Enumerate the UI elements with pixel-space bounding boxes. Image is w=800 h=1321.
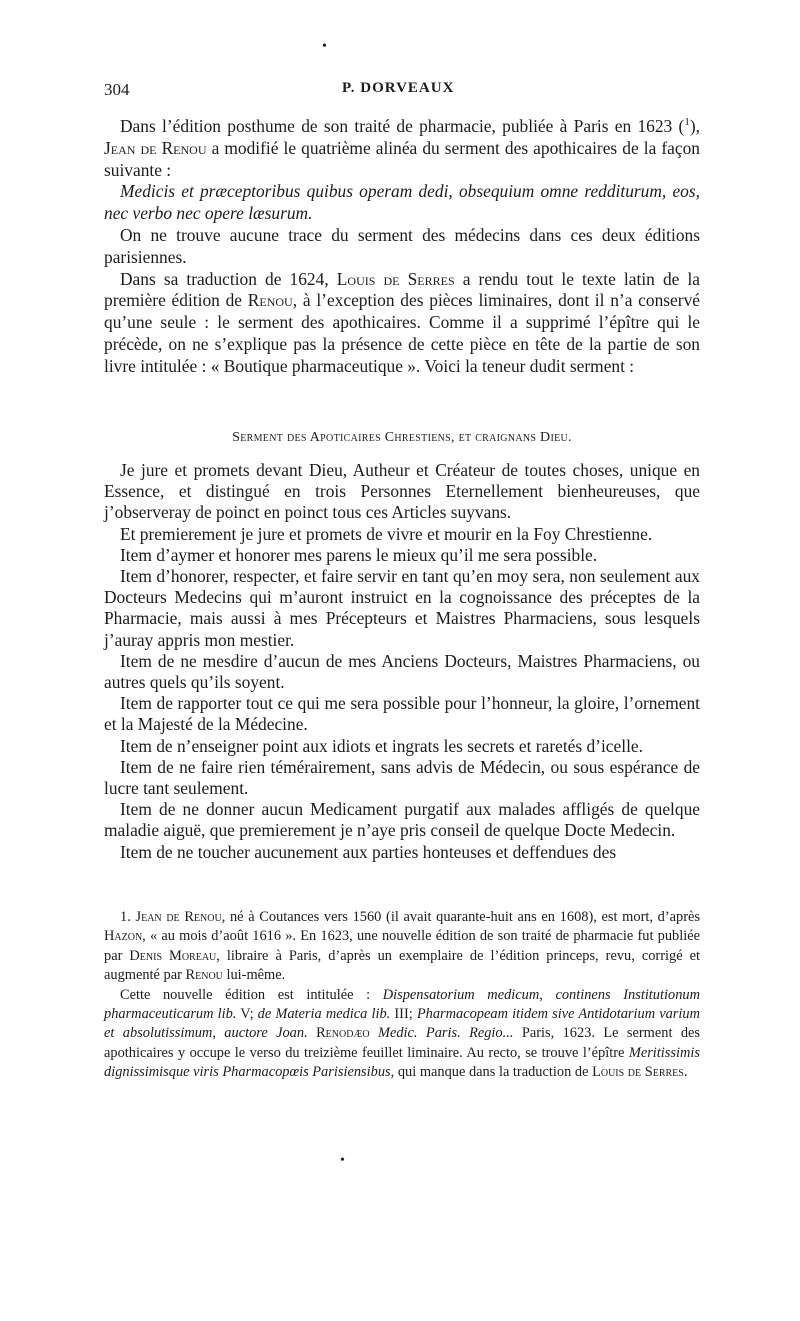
oath-paragraph: Item d’aymer et honorer mes parens le mieux qu’il me sera possible. bbox=[120, 544, 598, 565]
oath-paragraph: Et premierement je jure et promets de vivre et mourir en la Foy Chrestienne. bbox=[120, 523, 653, 544]
text-span: , libraire à Paris, d’après un exemplaire de l’édition princeps, revu, corrigé et augmenté par bbox=[104, 947, 700, 984]
book-title: Dispensatorium medicum, continens Institutionum pharmaceuticarum lib. bbox=[104, 986, 700, 1023]
latin-quotation bbox=[104, 181, 700, 225]
intro-text bbox=[104, 116, 700, 378]
text-span: , qui manque dans la traduction de bbox=[390, 1064, 593, 1081]
latin-text: Medicis et præceptoribus quibus operam dedi, obsequium omne redditurum, eos, nec verbo nec opere læsurum. bbox=[104, 181, 700, 224]
text-span: . bbox=[683, 1064, 688, 1081]
text-span: a modifié le quatrième alinéa du serment des apothicaires de la façon suivante : bbox=[104, 137, 700, 180]
text-span: Dans l’édition posthume de son traité de pharmacie, publiée à Paris en 1623 ( bbox=[120, 116, 685, 136]
oath-paragraph: Item de ne faire rien témérairement, sans advis de Médecin, ou sous espérance de lucre tant seulement. bbox=[104, 756, 700, 799]
intro-paragraph-3 bbox=[104, 269, 700, 378]
text-span: Paris, 1623. Le serment des apothicaires y occupe le verso du treizième feuillet liminaire. Au recto, se trouve l’épître bbox=[104, 1025, 701, 1061]
oath-paragraph: Item d’honorer, respecter, et faire servir en tant qu’en moy sera, non seulement aux Docteurs Medecins qui m’auront instruict en la cognoissance des préceptes de la Pharmacie, mais aussi à mes Précepteurs et Maistres Pharmaciens, sous lesquels j’auray appris mon mestier. bbox=[104, 566, 700, 650]
running-head: P. DORVEAUX bbox=[342, 80, 455, 96]
decorative-dot-bottom: • bbox=[340, 1153, 345, 1168]
oath-paragraph: Item de ne toucher aucunement aux parties honteuses et deffendues des bbox=[120, 841, 617, 862]
author-name: Louis de Serres bbox=[592, 1064, 684, 1081]
text-span: , à l’exception des pièces liminaires, dont il n’a conservé qu’une seule : le serment des apothicaires. Comme il a supprimé l’épître qui le précède, on ne s’explique pas la présence de cette pièce en tête de la partie de son livre intitulée : « Boutique pharmaceutique ». Voici la teneur dudit serment : bbox=[104, 290, 700, 376]
author-name: Renou bbox=[247, 290, 293, 311]
decorative-dot-top: • bbox=[322, 39, 327, 54]
book-title: Medic. Paris. Regio... bbox=[377, 1025, 514, 1042]
author-name: Renou bbox=[185, 967, 223, 984]
oath-paragraph: Je jure et promets devant Dieu, Autheur et Créateur de toutes choses, unique en Essence, et distingué en trois Personnes Eternellement bienheureuses, que j’observeray de poinct en poinct tous ces Articles suyvans. bbox=[104, 460, 700, 523]
author-name: Renodæo bbox=[316, 1025, 370, 1042]
author-name: Hazon bbox=[104, 928, 143, 945]
text-span: lui-même. bbox=[222, 967, 286, 984]
text-span bbox=[370, 1025, 378, 1041]
oath-paragraph: Item de n’enseigner point aux idiots et ingrats les secrets et raretés d’icelle. bbox=[120, 735, 643, 756]
text-span: a rendu tout le texte latin de la première édition de bbox=[104, 268, 701, 311]
text-span: , « au mois d’août 1616 ». En 1623, une nouvelle édition de son traité de pharmacie fut publiée par bbox=[104, 928, 700, 964]
text-span: V; bbox=[236, 1006, 258, 1023]
text-span: ), bbox=[689, 116, 700, 136]
footnotes bbox=[104, 908, 700, 1083]
text-span: Cette nouvelle édition est intitulée : bbox=[120, 986, 383, 1003]
author-name: Jean de Renou bbox=[135, 909, 222, 925]
author-name: Louis de Serres bbox=[336, 268, 455, 289]
page-number: 304 bbox=[104, 80, 130, 99]
text-span: , né à Coutances vers 1560 (il avait quarante-huit ans en 1608), est mort, d’après bbox=[221, 909, 700, 925]
footnote-1 bbox=[104, 908, 700, 986]
footnote-number: 1. bbox=[120, 909, 136, 925]
book-title: de Materia medica lib. bbox=[257, 1006, 391, 1023]
intro-paragraph-1 bbox=[104, 116, 700, 181]
text-span bbox=[308, 1025, 316, 1041]
page-header bbox=[104, 80, 700, 104]
text-span: III; bbox=[390, 1006, 417, 1023]
book-title: Pharmacopeam itidem sive Antidotarium varium et absolutissimum, auctore Joan. bbox=[104, 1006, 700, 1042]
author-name: Jean de Renou bbox=[104, 137, 207, 158]
oath-paragraph: Item de ne donner aucun Medicament purgatif aux malades affligés de quelque maladie aiguë, que premierement je n’aye pris conseil de quelque Docte Medecin. bbox=[104, 799, 700, 841]
author-name: Denis Moreau bbox=[129, 947, 217, 964]
section-title: Serment des Apoticaires Chrestiens, et craignans Dieu. bbox=[232, 430, 572, 445]
footnote-1-continued bbox=[104, 986, 700, 1083]
footnote-reference: 1 bbox=[684, 116, 690, 129]
book-title: Meritissimis dignissimisque viris Pharmacopœis Parisiensibus bbox=[104, 1044, 700, 1081]
intro-paragraph-2: On ne trouve aucune trace du serment des médecins dans ces deux éditions parisiennes. bbox=[104, 224, 700, 267]
oath-paragraph: Item de rapporter tout ce qui me sera possible pour l’honneur, la gloire, l’ornement et la Majesté de la Médecine. bbox=[104, 693, 700, 735]
oath-text bbox=[104, 460, 700, 863]
text-span: Dans sa traduction de 1624, bbox=[120, 268, 337, 289]
oath-paragraph: Item de ne mesdire d’aucun de mes Anciens Docteurs, Maistres Pharmaciens, ou autres quels qu’ils soyent. bbox=[104, 650, 700, 693]
